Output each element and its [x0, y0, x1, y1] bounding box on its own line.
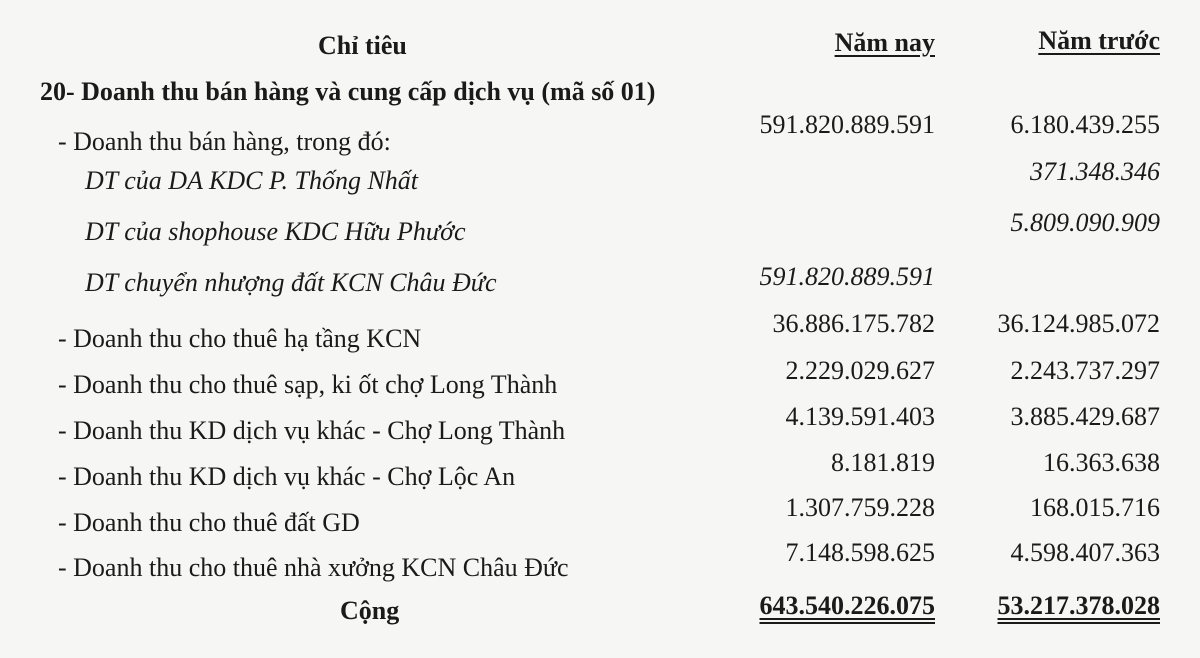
row-label: - Doanh thu cho thuê hạ tầng KCN — [58, 324, 422, 353]
row-label: - Doanh thu cho thuê nhà xưởng KCN Châu Đức — [58, 553, 569, 582]
row-previous: 371.348.346 — [1030, 157, 1160, 186]
row-previous: 36.124.985.072 — [997, 309, 1160, 338]
total-previous: 53.217.378.028 — [997, 591, 1160, 620]
row-label: DT của DA KDC P. Thống Nhất — [85, 166, 419, 195]
section-title: 20- Doanh thu bán hàng và cung cấp dịch vụ (mã số 01) — [40, 77, 656, 106]
column-header-current-year: Năm nay — [834, 28, 935, 57]
row-label: DT của shophouse KDC Hữu Phước — [85, 217, 466, 246]
row-previous: 168.015.716 — [1030, 493, 1160, 522]
row-previous: 6.180.439.255 — [1010, 110, 1160, 139]
total-label: Cộng — [340, 596, 400, 625]
row-label: - Doanh thu cho thuê sạp, ki ốt chợ Long Thành — [58, 370, 558, 399]
row-label: - Doanh thu KD dịch vụ khác - Chợ Lộc An — [58, 462, 516, 491]
row-label: - Doanh thu KD dịch vụ khác - Chợ Long Thành — [58, 416, 566, 445]
total-current: 643.540.226.075 — [759, 591, 935, 620]
row-previous: 16.363.638 — [1043, 448, 1160, 477]
row-previous: 5.809.090.909 — [1010, 208, 1160, 237]
column-header-previous-year: Năm trước — [1038, 26, 1160, 55]
row-current: 591.820.889.591 — [759, 110, 935, 139]
row-previous: 3.885.429.687 — [1010, 402, 1160, 431]
row-previous: 2.243.737.297 — [1010, 356, 1160, 385]
row-current: 591.820.889.591 — [759, 262, 935, 291]
row-current: 8.181.819 — [831, 448, 935, 477]
row-current: 1.307.759.228 — [785, 493, 935, 522]
row-label: - Doanh thu cho thuê đất GD — [58, 508, 360, 537]
row-label: DT chuyển nhượng đất KCN Châu Đức — [85, 268, 497, 297]
row-current: 36.886.175.782 — [772, 309, 935, 338]
row-current: 4.139.591.403 — [785, 402, 935, 431]
row-previous: 4.598.407.363 — [1010, 538, 1160, 567]
row-current: 7.148.598.625 — [785, 538, 935, 567]
row-label: - Doanh thu bán hàng, trong đó: — [58, 127, 391, 156]
row-current: 2.229.029.627 — [785, 356, 935, 385]
column-header-label: Chỉ tiêu — [318, 31, 407, 60]
